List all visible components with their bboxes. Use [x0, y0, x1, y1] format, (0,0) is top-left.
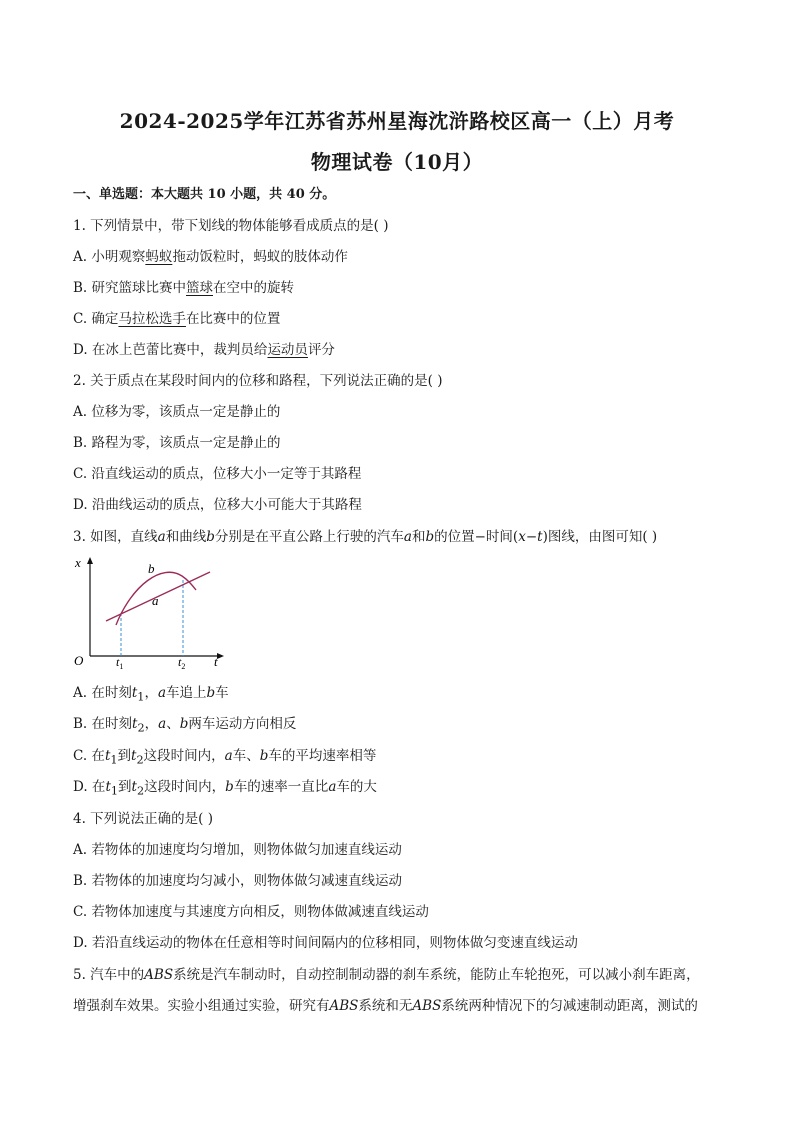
q5-line-2: 增强刹车效果。实验小组通过实验，研究有ABS系统和无ABS系统两种情况下的匀减速制动距离，测试的: [73, 998, 698, 1014]
q1-option-c: C. 确定马拉松选手在比赛中的位置: [73, 311, 281, 327]
q2-stem: 2. 关于质点在某段时间内的位移和路程，下列说法正确的是( ): [73, 373, 443, 389]
q2-option-d: D. 沿曲线运动的质点，位移大小可能大于其路程: [73, 497, 362, 513]
q4-option-b: B. 若物体的加速度均匀减小，则物体做匀减速直线运动: [73, 873, 403, 889]
q2-option-a: A. 位移为零，该质点一定是静止的: [73, 404, 281, 420]
label-a: a: [152, 593, 159, 608]
q4-stem: 4. 下列说法正确的是( ): [73, 811, 213, 827]
t1-label: $t_1$: [116, 655, 124, 671]
q1-option-b: B. 研究篮球比赛中篮球在空中的旋转: [73, 280, 295, 296]
q4-option-d: D. 若沿直线运动的物体在任意相等时间间隔内的位移相同，则物体做匀变速直线运动: [73, 935, 578, 951]
q3-option-c: C. 在$t_1$到$t_2$这段时间内，a车、b车的平均速率相等: [73, 748, 377, 767]
x-axis-arrow: [217, 653, 224, 659]
exam-title: 2024-2025学年江苏省苏州星海沈浒路校区高一（上）月考: [119, 109, 675, 133]
q3-option-b: B. 在时刻$t_2$，a、b两车运动方向相反: [73, 716, 297, 735]
exam-subtitle: 物理试卷（10月）: [310, 150, 484, 174]
q1-stem: 1. 下列情景中，带下划线的物体能够看成质点的是( ): [73, 218, 389, 234]
x-axis-label: t: [214, 654, 218, 669]
origin-label: O: [74, 653, 84, 668]
t2-label: $t_2$: [178, 655, 186, 671]
q3-xt-graph: [70, 553, 230, 671]
q1-option-a: A. 小明观察蚂蚁拖动饭粒时，蚂蚁的肢体动作: [73, 249, 348, 265]
q1-option-d: D. 在冰上芭蕾比赛中，裁判员给运动员评分: [73, 342, 335, 358]
q2-option-b: B. 路程为零，该质点一定是静止的: [73, 435, 281, 451]
q4-option-a: A. 若物体的加速度均匀增加，则物体做匀加速直线运动: [73, 842, 402, 858]
q3-option-d: D. 在$t_1$到$t_2$这段时间内，b车的速率一直比a车的大: [73, 779, 377, 798]
y-axis-label: x: [75, 555, 81, 570]
label-b: b: [148, 561, 155, 576]
section-heading: 一、单选题：本大题共 10 小题，共 40 分。: [73, 187, 336, 202]
q5-line-1: 5. 汽车中的ABS系统是汽车制动时，自动控制制动器的刹车系统，能防止车轮抱死，可以减小刹车距离，: [73, 967, 700, 983]
q3-option-a: A. 在时刻$t_1$，a车追上b车: [73, 685, 229, 704]
q4-option-c: C. 若物体加速度与其速度方向相反，则物体做减速直线运动: [73, 904, 429, 920]
q3-stem: 3. 如图，直线a和曲线b分别是在平直公路上行驶的汽车a和b的位置−时间(x−t)图线，由图可知( ): [73, 529, 658, 545]
y-axis-arrow: [87, 557, 93, 564]
q2-option-c: C. 沿直线运动的质点，位移大小一定等于其路程: [73, 466, 362, 482]
